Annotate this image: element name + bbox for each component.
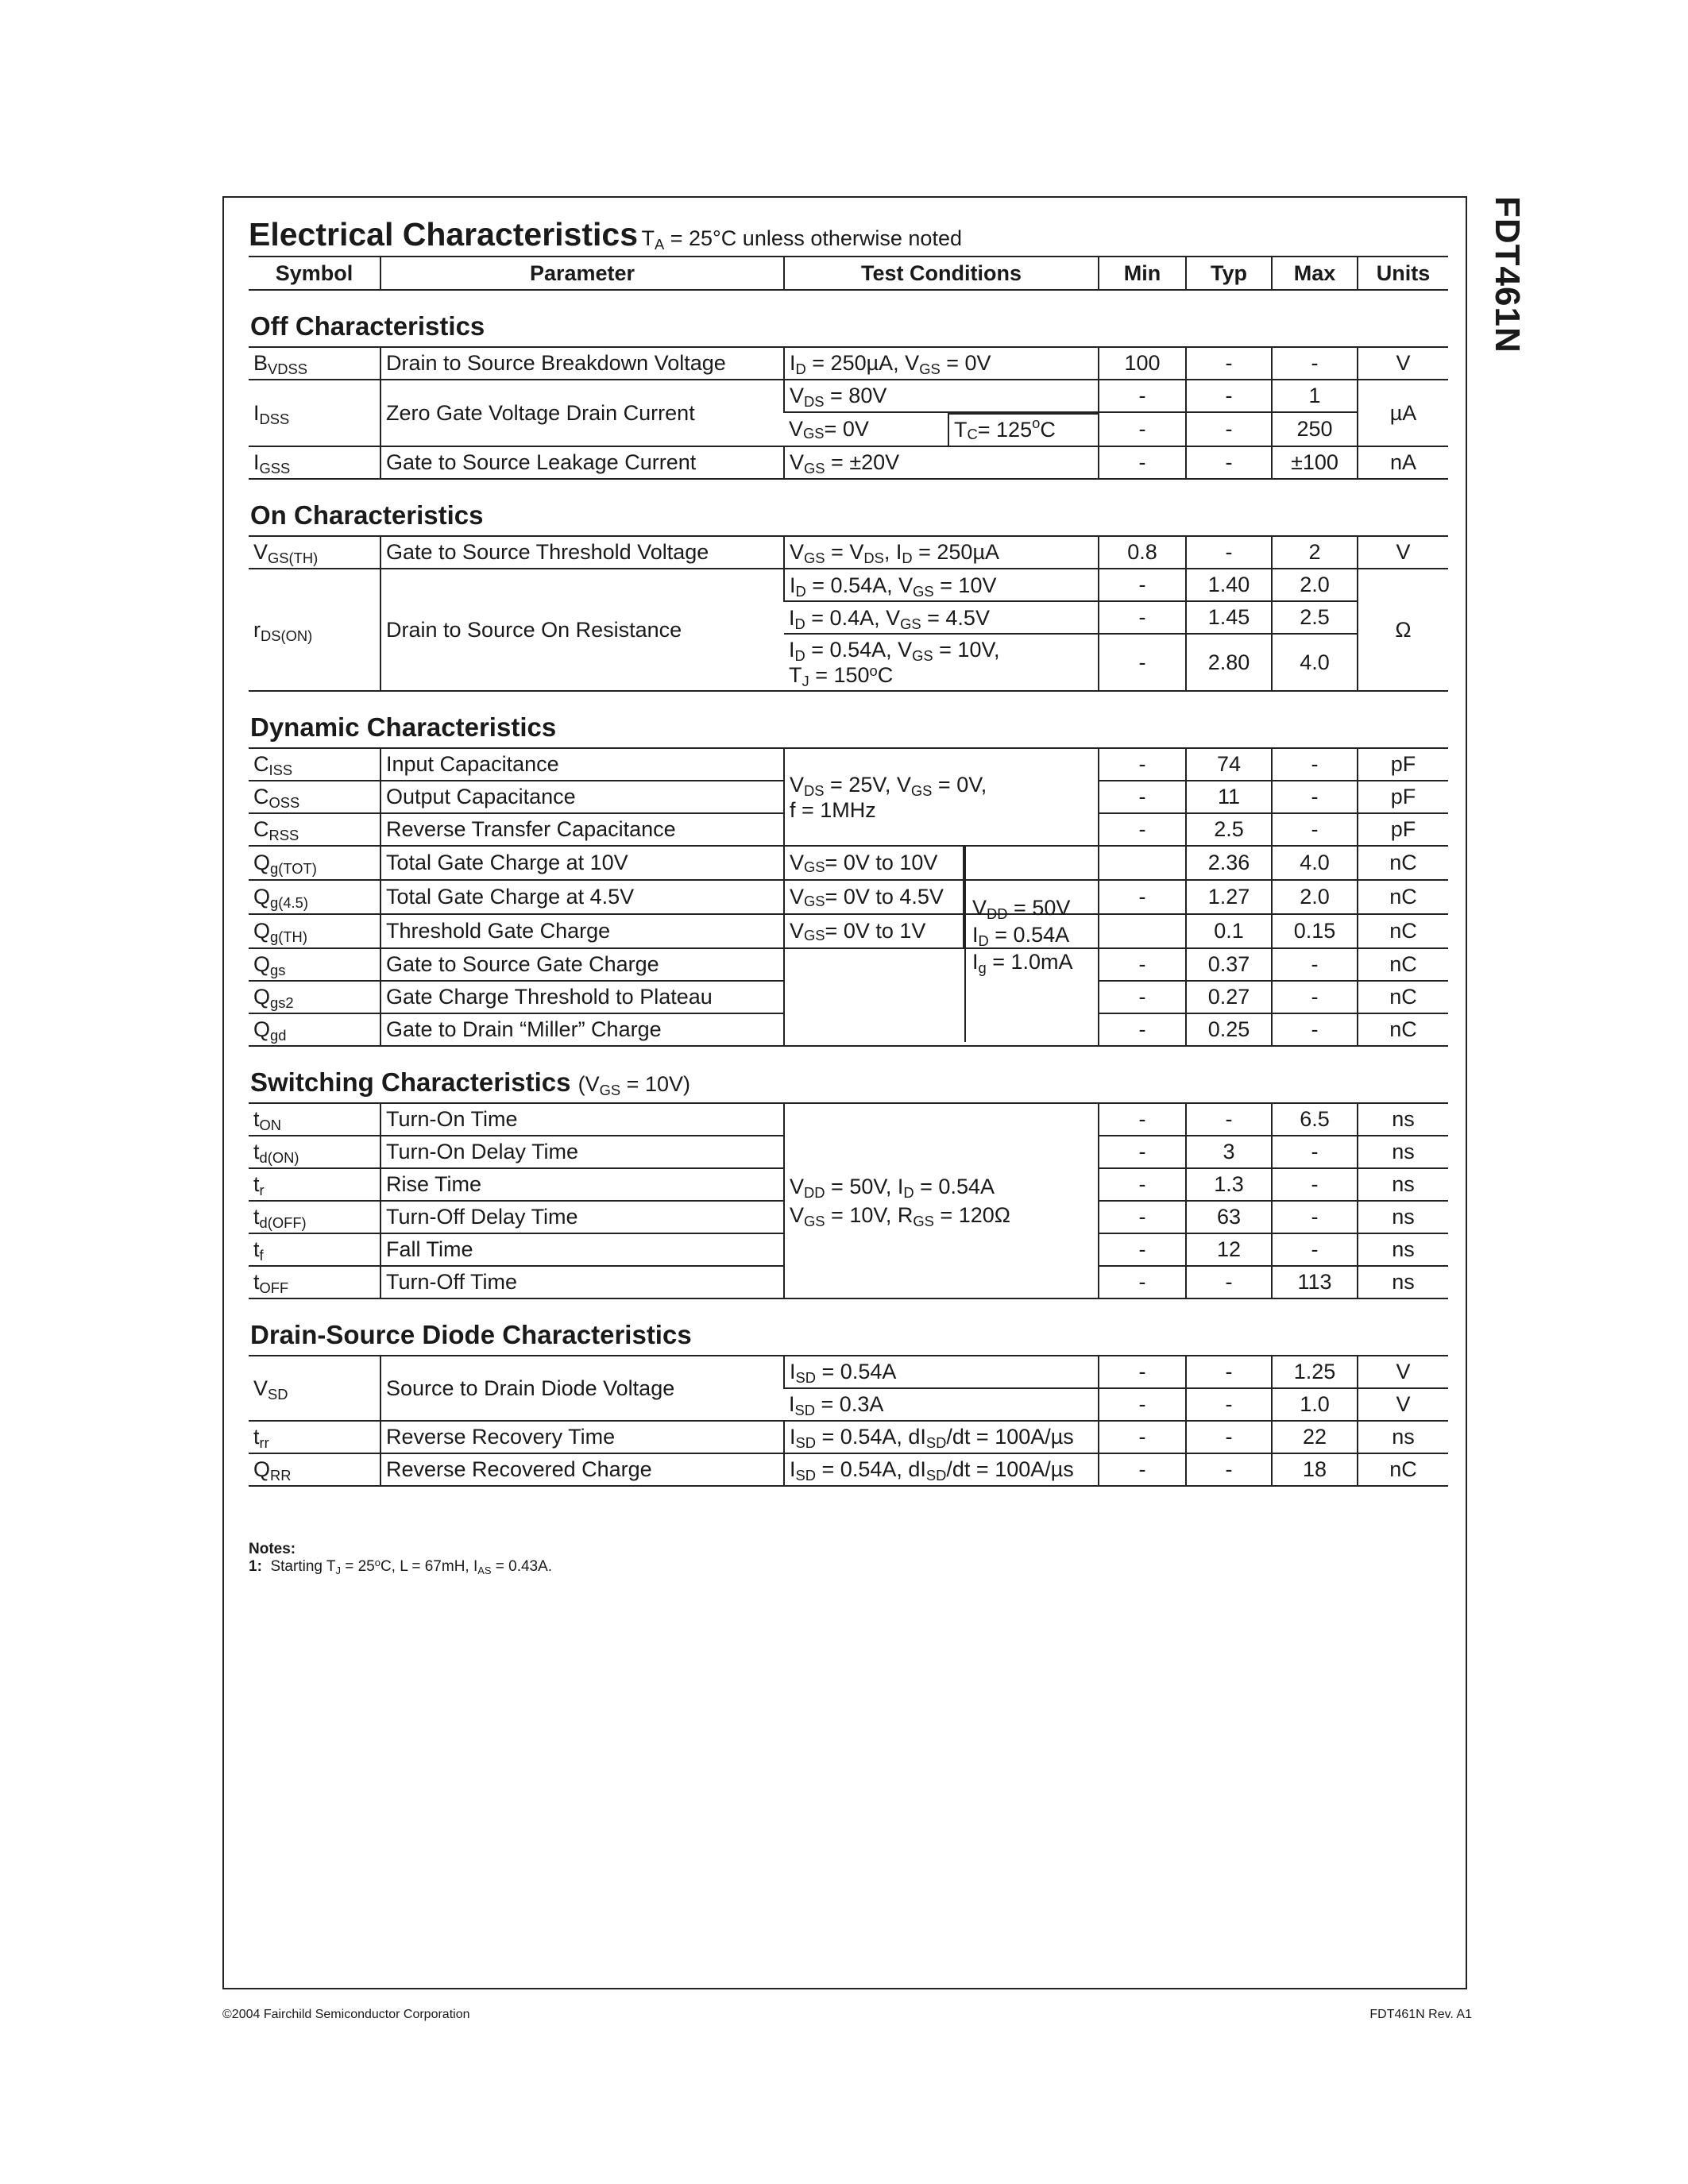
- min-cell: [1099, 914, 1186, 948]
- typ-cell: -: [1186, 380, 1272, 412]
- table-row: [249, 748, 1448, 781]
- symbol-cell: VGS(TH): [249, 536, 380, 569]
- section-title-row: [249, 290, 1448, 347]
- max-cell: 1.25: [1272, 1356, 1358, 1388]
- header-typ: Typ: [1186, 257, 1272, 290]
- min-cell: -: [1099, 1201, 1186, 1233]
- typ-cell: 0.25: [1186, 1013, 1272, 1046]
- parameter-cell: Turn-Off Time: [380, 1266, 784, 1298]
- gate-charge-test-conditions: VDD = 50V ID = 0.54A Ig = 1.0mA: [972, 896, 1073, 977]
- condition-cell: V GS = 0V to 10V VDD = 50V ID = 0.54A Ig = 1.0mA: [784, 846, 1099, 880]
- typ-cell: 2.36: [1186, 846, 1272, 880]
- units-cell: ns: [1358, 1103, 1448, 1136]
- section-title-row: [249, 691, 1448, 748]
- electrical-characteristics-table: [249, 256, 1448, 1487]
- section-title-row: [249, 479, 1448, 536]
- max-cell: -: [1272, 981, 1358, 1013]
- units-cell: nC: [1358, 1453, 1448, 1486]
- units-cell: ns: [1358, 1421, 1448, 1453]
- min-cell: -: [1099, 380, 1186, 412]
- symbol-cell: QRR: [249, 1453, 380, 1486]
- notes: Notes: 1: Starting TJ = $25^oC$, L = 67mH, IAS = 0.43A.: [249, 1541, 553, 1576]
- typ-cell: 3: [1186, 1136, 1272, 1168]
- section-title-row: [249, 1046, 1448, 1103]
- header-test-conditions: Test Conditions: [784, 257, 1099, 290]
- min-cell: -: [1099, 601, 1186, 634]
- min-cell: -: [1099, 412, 1186, 446]
- symbol-cell: COSS: [249, 781, 380, 813]
- condition-cell: ID = 0.54A, VGS = 10V, TJ = $150^oC$: [784, 634, 1099, 691]
- parameter-cell: Total Gate Charge at 4.5V: [380, 880, 784, 914]
- table-row: [249, 446, 1448, 479]
- parameter-cell: Source to Drain Diode Voltage: [380, 1356, 784, 1421]
- parameter-cell: Rise Time: [380, 1168, 784, 1201]
- symbol-cell: tON: [249, 1103, 380, 1136]
- units-cell: ns: [1358, 1168, 1448, 1201]
- header-max: Max: [1272, 257, 1358, 290]
- symbol-cell: tr: [249, 1168, 380, 1201]
- condition-cell: ID = 0.4A, VGS = 4.5V: [784, 601, 1099, 634]
- section-title-row: [249, 1298, 1448, 1356]
- min-cell: -: [1099, 1421, 1186, 1453]
- parameter-cell: Zero Gate Voltage Drain Current: [380, 380, 784, 446]
- typ-cell: -: [1186, 1421, 1272, 1453]
- max-cell: -: [1272, 1013, 1358, 1046]
- max-cell: 0.15: [1272, 914, 1358, 948]
- table-row: [249, 1421, 1448, 1453]
- table-row: [249, 569, 1448, 601]
- units-cell: pF: [1358, 781, 1448, 813]
- condition-cell: ISD = 0.54A: [784, 1356, 1099, 1388]
- typ-cell: 63: [1186, 1201, 1272, 1233]
- symbol-cell: tOFF: [249, 1266, 380, 1298]
- max-cell: -: [1272, 1136, 1358, 1168]
- symbol-cell: td(OFF): [249, 1201, 380, 1233]
- units-cell: ns: [1358, 1233, 1448, 1266]
- units-cell: nC: [1358, 1013, 1448, 1046]
- units-cell: V: [1358, 1356, 1448, 1388]
- max-cell: -: [1272, 1233, 1358, 1266]
- typ-cell: 12: [1186, 1233, 1272, 1266]
- header-symbol: Symbol: [249, 257, 380, 290]
- condition-cell: ISD = 0.54A, dISD/dt = 100A/µs: [784, 1421, 1099, 1453]
- max-cell: -: [1272, 813, 1358, 846]
- symbol-cell: IDSS: [249, 380, 380, 446]
- typ-cell: 1.3: [1186, 1168, 1272, 1201]
- parameter-cell: Turn-Off Delay Time: [380, 1201, 784, 1233]
- min-cell: -: [1099, 634, 1186, 691]
- table-row: [249, 347, 1448, 380]
- table-row: [249, 1356, 1448, 1388]
- typ-cell: -: [1186, 347, 1272, 380]
- min-cell: -: [1099, 1388, 1186, 1421]
- min-cell: -: [1099, 1356, 1186, 1388]
- min-cell: -: [1099, 1136, 1186, 1168]
- min-cell: -: [1099, 569, 1186, 601]
- footer-copyright: ©2004 Fairchild Semiconductor Corporation: [222, 2008, 470, 2021]
- units-cell: nC: [1358, 880, 1448, 914]
- units-cell: pF: [1358, 748, 1448, 781]
- condition-divider: [964, 847, 966, 1042]
- typ-cell: -: [1186, 1388, 1272, 1421]
- max-cell: 18: [1272, 1453, 1358, 1486]
- typ-cell: 74: [1186, 748, 1272, 781]
- symbol-cell: tf: [249, 1233, 380, 1266]
- max-cell: 4.0: [1272, 634, 1358, 691]
- symbol-cell: BVDSS: [249, 347, 380, 380]
- side-part-number: FDT461N: [1488, 196, 1527, 353]
- units-cell: V: [1358, 1388, 1448, 1421]
- parameter-cell: Gate to Source Threshold Voltage: [380, 536, 784, 569]
- parameter-cell: Fall Time: [380, 1233, 784, 1266]
- min-cell: -: [1099, 880, 1186, 914]
- typ-cell: -: [1186, 536, 1272, 569]
- units-cell: V: [1358, 536, 1448, 569]
- condition-cell: V GS = 0V to 1V: [784, 914, 1099, 948]
- condition-cell: V GS = 0V to 4.5V: [784, 880, 1099, 914]
- table-row: [249, 914, 1448, 948]
- symbol-cell: trr: [249, 1421, 380, 1453]
- min-cell: -: [1099, 813, 1186, 846]
- table-row: [249, 948, 1448, 981]
- typ-cell: -: [1186, 412, 1272, 446]
- units-cell: ns: [1358, 1266, 1448, 1298]
- typ-cell: 2.80: [1186, 634, 1272, 691]
- symbol-cell: VSD: [249, 1356, 380, 1421]
- table-row: [249, 880, 1448, 914]
- condition-cell: VDS = 25V, VGS = 0V, f = 1MHz: [784, 748, 1099, 846]
- parameter-cell: Gate to Source Leakage Current: [380, 446, 784, 479]
- max-cell: 2.0: [1272, 569, 1358, 601]
- section-title: Dynamic Characteristics: [250, 712, 557, 742]
- condition-cell: VDS = 80V: [784, 380, 1099, 412]
- condition-cell: VGS = ±20V: [784, 446, 1099, 479]
- min-cell: -: [1099, 1266, 1186, 1298]
- table-row: [249, 1103, 1448, 1136]
- max-cell: 2: [1272, 536, 1358, 569]
- condition-cell: VGS = VDS, ID = 250µA: [784, 536, 1099, 569]
- max-cell: -: [1272, 748, 1358, 781]
- max-cell: 22: [1272, 1421, 1358, 1453]
- parameter-cell: Drain to Source On Resistance: [380, 569, 784, 691]
- typ-cell: -: [1186, 446, 1272, 479]
- typ-cell: 1.40: [1186, 569, 1272, 601]
- section-title: Drain-Source Diode Characteristics: [250, 1320, 692, 1349]
- symbol-cell: Qgs2: [249, 981, 380, 1013]
- header-parameter: Parameter: [380, 257, 784, 290]
- typ-cell: -: [1186, 1266, 1272, 1298]
- min-cell: -: [1099, 748, 1186, 781]
- min-cell: -: [1099, 948, 1186, 981]
- typ-cell: 0.1: [1186, 914, 1272, 948]
- min-cell: -: [1099, 1233, 1186, 1266]
- table-row: [249, 536, 1448, 569]
- typ-cell: 0.37: [1186, 948, 1272, 981]
- min-cell: -: [1099, 981, 1186, 1013]
- parameter-cell: Reverse Recovered Charge: [380, 1453, 784, 1486]
- units-cell: nA: [1358, 446, 1448, 479]
- condition-cell: ISD = 0.3A: [784, 1388, 1099, 1421]
- note-1-text: Starting TJ = $25^oC$, L = 67mH, IAS = 0.43A.: [270, 1557, 553, 1576]
- max-cell: -: [1272, 781, 1358, 813]
- symbol-cell: Qg(TOT): [249, 846, 380, 880]
- max-cell: -: [1272, 1201, 1358, 1233]
- units-cell: ns: [1358, 1201, 1448, 1233]
- min-cell: -: [1099, 1103, 1186, 1136]
- min-cell: 0.8: [1099, 536, 1186, 569]
- max-cell: -: [1272, 948, 1358, 981]
- page-title: Electrical Characteristics TA = 25°C unless otherwise noted: [249, 216, 962, 253]
- max-cell: ±100: [1272, 446, 1358, 479]
- min-cell: -: [1099, 446, 1186, 479]
- table-row: [249, 1453, 1448, 1486]
- condition-cell: V GS = 0V T C = 125 o C: [784, 412, 1099, 446]
- table-header-row: [249, 257, 1448, 290]
- max-cell: 2.0: [1272, 880, 1358, 914]
- parameter-cell: Gate to Source Gate Charge: [380, 948, 784, 981]
- units-cell: µA: [1358, 380, 1448, 446]
- table-row: [249, 380, 1448, 412]
- typ-cell: 0.27: [1186, 981, 1272, 1013]
- min-cell: -: [1099, 1168, 1186, 1201]
- units-cell: V: [1358, 347, 1448, 380]
- symbol-cell: Qg(TH): [249, 914, 380, 948]
- max-cell: 1: [1272, 380, 1358, 412]
- min-cell: -: [1099, 1453, 1186, 1486]
- parameter-cell: Threshold Gate Charge: [380, 914, 784, 948]
- units-cell: nC: [1358, 846, 1448, 880]
- max-cell: 113: [1272, 1266, 1358, 1298]
- parameter-cell: Turn-On Time: [380, 1103, 784, 1136]
- units-cell: nC: [1358, 981, 1448, 1013]
- units-cell: ns: [1358, 1136, 1448, 1168]
- characteristics-content: [249, 216, 1448, 1487]
- parameter-cell: Drain to Source Breakdown Voltage: [380, 347, 784, 380]
- typ-cell: -: [1186, 1356, 1272, 1388]
- parameter-cell: Gate to Drain “Miller” Charge: [380, 1013, 784, 1046]
- max-cell: -: [1272, 347, 1358, 380]
- symbol-cell: IGSS: [249, 446, 380, 479]
- units-cell: Ω: [1358, 569, 1448, 691]
- symbol-cell: CRSS: [249, 813, 380, 846]
- header-min: Min: [1099, 257, 1186, 290]
- max-cell: 1.0: [1272, 1388, 1358, 1421]
- table-row: [249, 846, 1448, 880]
- parameter-cell: Reverse Transfer Capacitance: [380, 813, 784, 846]
- min-cell: -: [1099, 781, 1186, 813]
- units-cell: pF: [1358, 813, 1448, 846]
- symbol-cell: Qgd: [249, 1013, 380, 1046]
- condition-cell: ID = 250µA, VGS = 0V: [784, 347, 1099, 380]
- header-units: Units: [1358, 257, 1448, 290]
- parameter-cell: Total Gate Charge at 10V: [380, 846, 784, 880]
- condition-cell: VDD = 50V, ID = 0.54A VGS = 10V, RGS = 120Ω: [784, 1103, 1099, 1298]
- footer-revision: FDT461N Rev. A1: [1369, 2008, 1472, 2021]
- symbol-cell: td(ON): [249, 1136, 380, 1168]
- condition-cell: ID = 0.54A, VGS = 10V: [784, 569, 1099, 601]
- max-cell: -: [1272, 1168, 1358, 1201]
- typ-cell: 1.27: [1186, 880, 1272, 914]
- section-title: On Characteristics: [250, 500, 484, 530]
- symbol-cell: Qgs: [249, 948, 380, 981]
- parameter-cell: Gate Charge Threshold to Plateau: [380, 981, 784, 1013]
- parameter-cell: Input Capacitance: [380, 748, 784, 781]
- min-cell: [1099, 846, 1186, 880]
- parameter-cell: Output Capacitance: [380, 781, 784, 813]
- typ-cell: -: [1186, 1103, 1272, 1136]
- min-cell: -: [1099, 1013, 1186, 1046]
- units-cell: nC: [1358, 948, 1448, 981]
- section-title: Off Characteristics: [250, 311, 485, 341]
- max-cell: 6.5: [1272, 1103, 1358, 1136]
- typ-cell: -: [1186, 1453, 1272, 1486]
- typ-cell: 2.5: [1186, 813, 1272, 846]
- min-cell: 100: [1099, 347, 1186, 380]
- symbol-cell: rDS(ON): [249, 569, 380, 691]
- typ-cell: 11: [1186, 781, 1272, 813]
- parameter-cell: Reverse Recovery Time: [380, 1421, 784, 1453]
- section-title: Switching Characteristics (VGS = 10V): [250, 1067, 690, 1099]
- max-cell: 4.0: [1272, 846, 1358, 880]
- max-cell: 250: [1272, 412, 1358, 446]
- condition-cell: ISD = 0.54A, dISD/dt = 100A/µs: [784, 1453, 1099, 1486]
- parameter-cell: Turn-On Delay Time: [380, 1136, 784, 1168]
- units-cell: nC: [1358, 914, 1448, 948]
- typ-cell: 1.45: [1186, 601, 1272, 634]
- max-cell: 2.5: [1272, 601, 1358, 634]
- symbol-cell: Qg(4.5): [249, 880, 380, 914]
- symbol-cell: CISS: [249, 748, 380, 781]
